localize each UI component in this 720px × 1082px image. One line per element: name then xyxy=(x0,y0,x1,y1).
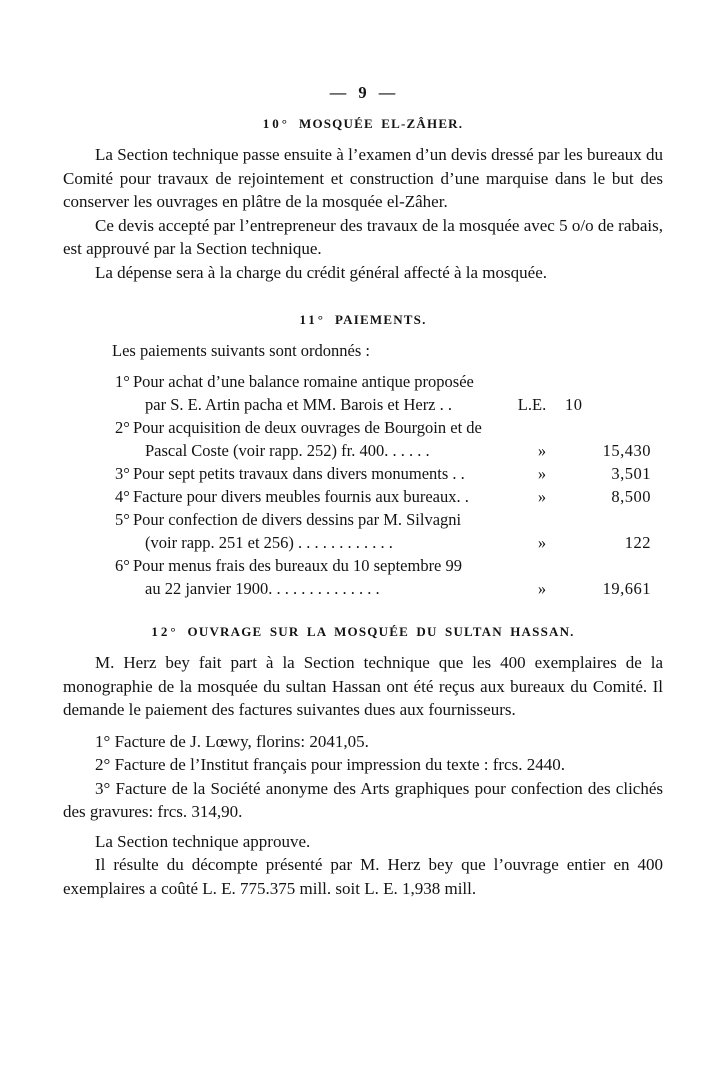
payment-body xyxy=(133,485,651,508)
payment-number: 3° xyxy=(115,464,130,483)
factures-list xyxy=(63,730,663,824)
section-heading-mosquee-el-zaher xyxy=(63,116,663,131)
payment-text: Pascal Coste (voir rapp. 252) fr. 400. . . . . . xyxy=(145,441,430,460)
facture-text: Facture de J. Lœwy, florins: 2041,05. xyxy=(114,731,369,751)
section-number: 10° xyxy=(262,116,290,131)
leader-space xyxy=(469,485,519,508)
leader-space xyxy=(465,462,519,485)
paragraph: La dépense sera à la charge du crédit général affecté à la mosquée. xyxy=(95,262,547,282)
payment-row xyxy=(115,485,651,508)
payment-line xyxy=(133,393,651,416)
leader-space xyxy=(393,531,519,554)
payment-number: 2° xyxy=(115,418,130,437)
payment-amount: 3,501 xyxy=(611,464,651,483)
payment-text: par S. E. Artin pacha et MM. Barois et Herz . . xyxy=(145,395,453,414)
leader-space xyxy=(430,439,519,462)
payment-body xyxy=(133,370,651,416)
payment-body xyxy=(133,462,651,485)
paragraph: M. Herz bey fait part à la Section technique que les 400 exemplaires de la monographie de la mosquée du sultan Hassan ont été reçus aux bureaux du Comité. Il demande le paiement des factures suivantes dues aux fournisseurs. xyxy=(63,653,663,719)
payment-currency: » xyxy=(537,441,547,460)
facture-text: Facture de la Société anonyme des Arts graphiques pour confection des clichés des gravures: frcs. 314,90. xyxy=(63,778,664,821)
section-number: 11° xyxy=(299,312,326,327)
section-number: 12° xyxy=(151,624,179,639)
payment-row xyxy=(115,554,651,600)
payment-amount: 15,430 xyxy=(602,441,651,460)
facture-item xyxy=(63,730,663,754)
payment-amount: 122 xyxy=(624,533,651,552)
section-heading-ouvrage-sultan-hassan xyxy=(63,624,663,639)
payment-text: Pour acquisition de deux ouvrages de Bourgoin et de xyxy=(133,418,482,437)
payment-line xyxy=(133,462,651,485)
payment-number: 5° xyxy=(115,510,130,529)
payment-currency: » xyxy=(537,533,547,552)
payment-number: 1° xyxy=(115,372,130,391)
paragraph: La Section technique passe ensuite à l’examen d’un devis dressé par les bureaux du Comité pour travaux de rejointement et construction d’une marquise dans le but des conserver les ouvrages en plâtre de la mosquée el-Zâher. xyxy=(63,145,663,211)
payment-currency: » xyxy=(537,464,547,483)
payment-row xyxy=(115,462,651,485)
payment-number: 4° xyxy=(115,487,130,506)
payment-line xyxy=(133,531,651,554)
facture-number: 1° xyxy=(95,731,111,751)
payment-line xyxy=(133,577,651,600)
leader-space xyxy=(452,393,509,416)
payment-text: (voir rapp. 251 et 256) . . . . . . . . . . . . xyxy=(145,533,393,552)
section-heading-paiements xyxy=(63,312,663,327)
payment-currency: » xyxy=(537,487,547,506)
facture-item xyxy=(63,777,663,824)
payment-body xyxy=(133,554,651,600)
payment-line xyxy=(133,485,651,508)
payment-text: Pour confection de divers dessins par M. Silvagni xyxy=(133,510,462,529)
payments-intro: Les paiements suivants sont ordonnés : xyxy=(112,341,371,360)
payment-text: au 22 janvier 1900. . . . . . . . . . . . . . xyxy=(145,579,380,598)
payment-line xyxy=(133,416,651,439)
payment-currency: » xyxy=(537,579,547,598)
payment-text: Pour menus frais des bureaux du 10 septembre 99 xyxy=(133,556,463,575)
payment-number: 6° xyxy=(115,556,130,575)
payment-line xyxy=(133,508,651,531)
payment-text: Pour achat d’une balance romaine antique proposée xyxy=(133,372,474,391)
payment-body xyxy=(133,508,651,554)
section-title: MOSQUÉE EL-ZÂHER. xyxy=(298,116,464,131)
facture-number: 2° xyxy=(95,755,111,774)
payment-amount: 10 xyxy=(565,395,583,414)
payment-row xyxy=(115,370,651,416)
payment-amount: 19,661 xyxy=(602,579,651,598)
facture-item xyxy=(63,753,663,777)
payment-line xyxy=(133,554,651,577)
payment-amount: 8,500 xyxy=(611,487,651,506)
leader-space xyxy=(380,577,519,600)
payment-row xyxy=(115,416,651,462)
payment-line xyxy=(133,370,651,393)
section-title: PAIEMENTS. xyxy=(334,312,427,327)
facture-text: Facture de l’Institut français pour impression du texte : frcs. 2440. xyxy=(114,755,565,774)
payment-text: Pour sept petits travaux dans divers monuments . . xyxy=(133,464,465,483)
payment-body xyxy=(133,416,651,462)
page-number: — 9 — xyxy=(329,83,397,102)
payment-line xyxy=(133,439,651,462)
payment-currency: L.E. xyxy=(517,395,547,414)
facture-number: 3° xyxy=(95,778,111,798)
payment-text: Facture pour divers meubles fournis aux bureaux. . xyxy=(133,487,469,506)
payments-list xyxy=(112,339,663,600)
payments-rows xyxy=(115,370,651,600)
payment-row xyxy=(115,508,651,554)
paragraph: Ce devis accepté par l’entrepreneur des travaux de la mosquée avec 5 o/o de rabais, est approuvé par la Section technique. xyxy=(63,215,663,258)
section-title: OUVRAGE SUR LA MOSQUÉE DU SULTAN HASSAN. xyxy=(187,624,575,639)
paragraph: La Section technique approuve. xyxy=(95,831,311,851)
paragraph: Il résulte du décompte présenté par M. Herz bey que l’ouvrage entier en 400 exemplaires a coûté L. E. 775.375 mill. soit L. E. 1,938 mill. xyxy=(63,855,663,898)
